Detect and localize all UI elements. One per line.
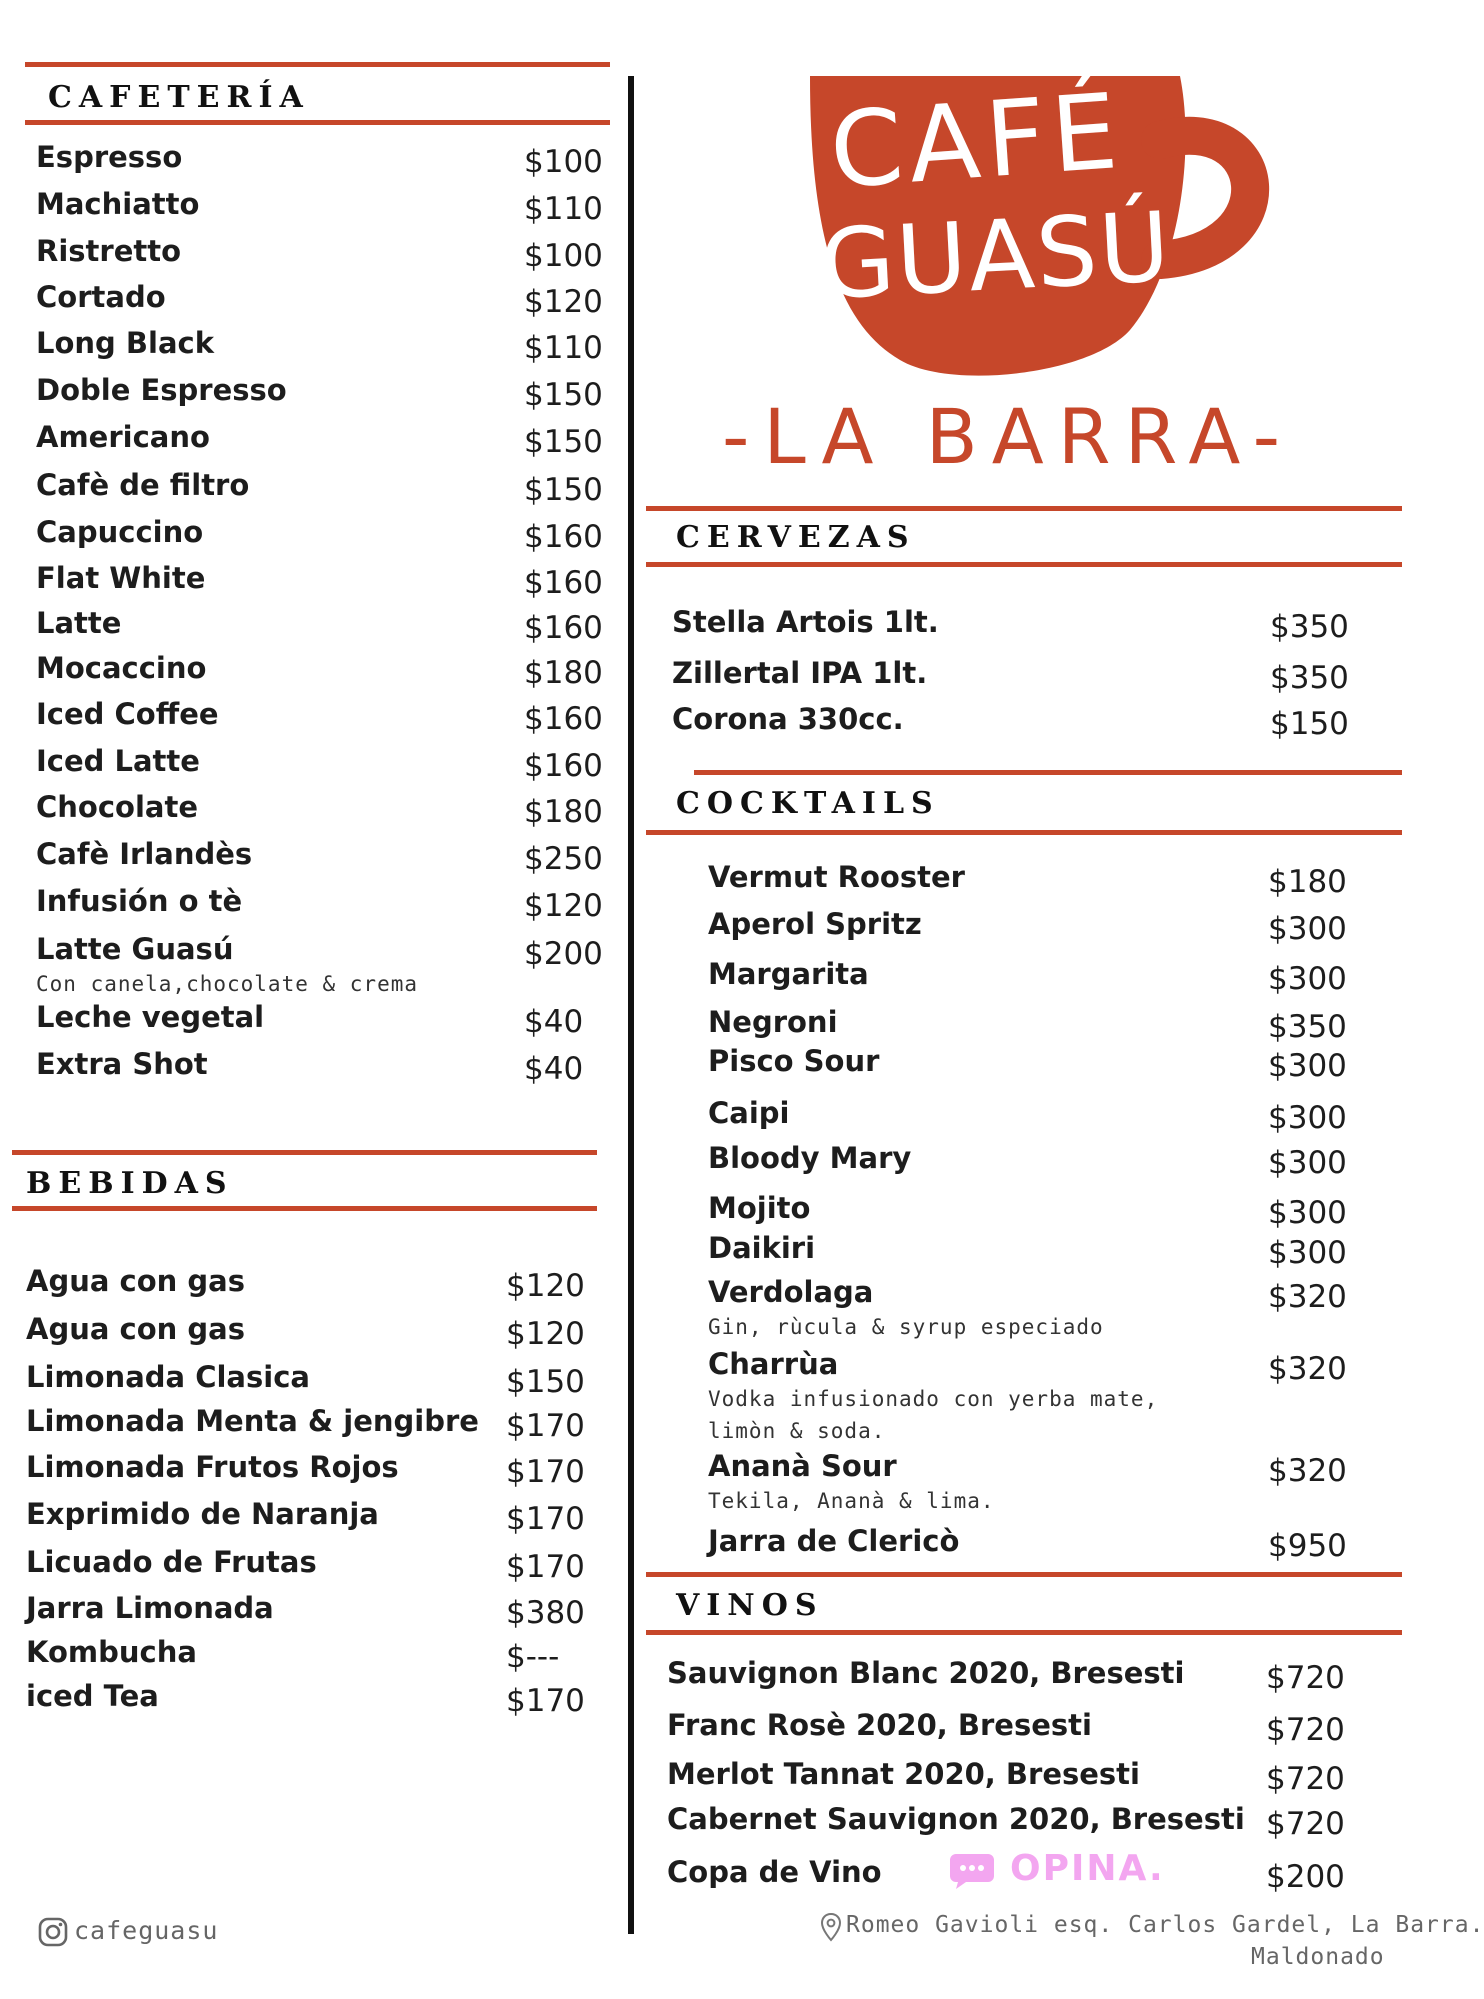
cocktails-item-price: $300	[1268, 1100, 1347, 1136]
cocktails-item-name: Charrùa	[708, 1347, 839, 1381]
cocktails-item-name: Caipi	[708, 1096, 790, 1130]
vinos-bottom-rule	[646, 1630, 1402, 1635]
cafeteria-bottom-rule	[25, 120, 610, 125]
bebidas-item-name: Kombucha	[26, 1635, 197, 1669]
cocktails-item-price: $300	[1268, 911, 1347, 947]
cafeteria-item-name: Machiatto	[36, 187, 200, 221]
cafeteria-item-price: $110	[524, 191, 603, 227]
cocktails-item-desc: Vodka infusionado con yerba mate,	[708, 1387, 1159, 1411]
bebidas-item-price: $170	[506, 1683, 585, 1719]
cafeteria-item-name: Cafè Irlandès	[36, 837, 253, 871]
bebidas-item-price: $120	[506, 1268, 585, 1304]
vinos-item-price: $720	[1266, 1660, 1345, 1696]
cafeteria-item-name: Extra Shot	[36, 1047, 208, 1081]
cafeteria-item-price: $100	[524, 238, 603, 274]
cafeteria-item-name: Iced Latte	[36, 744, 200, 778]
location-pin-icon	[820, 1912, 842, 1942]
cafeteria-item-price: $150	[524, 424, 603, 460]
vinos-item-name: Cabernet Sauvignon 2020, Bresesti	[667, 1802, 1245, 1836]
vinos-title: VINOS	[676, 1588, 824, 1623]
bebidas-item-name: Agua con gas	[26, 1312, 245, 1346]
cocktails-item-name: Margarita	[708, 957, 869, 991]
cafeteria-item-price: $180	[524, 655, 603, 691]
cafeteria-item-price: $160	[524, 565, 603, 601]
cocktails-item-name: Negroni	[708, 1005, 838, 1039]
cocktails-item-price: $350	[1268, 1009, 1347, 1045]
cocktails-item-name: Ananà Sour	[708, 1449, 897, 1483]
cafeteria-item-price: $160	[524, 519, 603, 555]
column-divider	[628, 76, 634, 1934]
cafeteria-item-name: Long Black	[36, 326, 214, 360]
cocktails-item-desc: limòn & soda.	[708, 1419, 886, 1443]
bebidas-item-name: Exprimido de Naranja	[26, 1497, 379, 1531]
cafeteria-item-name: Cafè de filtro	[36, 468, 250, 502]
bebidas-item-name: Limonada Frutos Rojos	[26, 1450, 399, 1484]
vinos-item-name: Sauvignon Blanc 2020, Bresesti	[667, 1656, 1185, 1690]
bebidas-item-name: Limonada Menta & jengibre	[26, 1404, 479, 1438]
cocktails-item-price: $320	[1268, 1279, 1347, 1315]
cervezas-item-price: $350	[1270, 609, 1349, 645]
vinos-item-price: $720	[1266, 1806, 1345, 1842]
bebidas-item-price: $170	[506, 1408, 585, 1444]
cafeteria-item-name: Espresso	[36, 140, 183, 174]
cafeteria-top-rule	[25, 62, 610, 67]
cafeteria-item-price: $200	[524, 936, 603, 972]
cocktails-item-desc: Tekila, Ananà & lima.	[708, 1489, 995, 1513]
bebidas-item-name: Limonada Clasica	[26, 1360, 310, 1394]
bebidas-item-name: Agua con gas	[26, 1264, 245, 1298]
vinos-item-name: Copa de Vino	[667, 1855, 882, 1889]
vinos-item-price: $200	[1266, 1859, 1345, 1895]
cocktails-item-price: $950	[1268, 1528, 1347, 1564]
cafeteria-item-price: $40	[524, 1051, 584, 1087]
cervezas-item-price: $350	[1270, 660, 1349, 696]
cafeteria-item-name: Americano	[36, 420, 210, 454]
logo-subtitle: -LA BARRA-	[722, 392, 1295, 481]
bebidas-item-price: $170	[506, 1501, 585, 1537]
bebidas-top-rule	[12, 1150, 597, 1155]
bebidas-item-price: $380	[506, 1595, 585, 1631]
bebidas-bottom-rule	[12, 1206, 597, 1211]
cocktails-item-price: $300	[1268, 1235, 1347, 1271]
bebidas-item-price: $120	[506, 1316, 585, 1352]
cafeteria-item-name: Infusión o tè	[36, 884, 243, 918]
cocktails-item-name: Aperol Spritz	[708, 907, 922, 941]
bebidas-item-price: $150	[506, 1364, 585, 1400]
cocktails-item-price: $300	[1268, 961, 1347, 997]
cocktails-item-price: $320	[1268, 1453, 1347, 1489]
cafeteria-item-price: $120	[524, 284, 603, 320]
cafeteria-item-name: Flat White	[36, 561, 206, 595]
cervezas-title: CERVEZAS	[676, 520, 916, 555]
cafeteria-item-price: $160	[524, 748, 603, 784]
chat-bubble-icon	[948, 1850, 996, 1890]
cervezas-top-rule	[646, 506, 1402, 511]
cocktails-item-price: $300	[1268, 1145, 1347, 1181]
cafe-guasu-logo	[800, 70, 1300, 400]
instagram-icon	[38, 1917, 68, 1947]
cafeteria-item-price: $40	[524, 1004, 584, 1040]
cocktails-item-name: Pisco Sour	[708, 1044, 880, 1078]
cafeteria-item-name: Leche vegetal	[36, 1000, 265, 1034]
cocktails-title: COCKTAILS	[676, 786, 940, 821]
address-line1: Romeo Gavioli esq. Carlos Gardel, La Barra.	[846, 1912, 1484, 1938]
cervezas-item-name: Stella Artois 1lt.	[672, 605, 939, 639]
cafeteria-item-price: $250	[524, 841, 603, 877]
cervezas-item-name: Zillertal IPA 1lt.	[672, 656, 928, 690]
cafeteria-item-desc: Con canela,chocolate & crema	[36, 972, 419, 996]
cafeteria-item-price: $160	[524, 701, 603, 737]
logo-line1: CAFÉ	[826, 69, 1128, 213]
cafeteria-item-price: $160	[524, 610, 603, 646]
bebidas-title: BEBIDAS	[26, 1166, 234, 1201]
cafeteria-item-price: $150	[524, 472, 603, 508]
opina-text: OPINA.	[1010, 1848, 1165, 1889]
cafeteria-item-name: Ristretto	[36, 234, 182, 268]
cafeteria-item-price: $150	[524, 377, 603, 413]
bebidas-item-name: iced Tea	[26, 1679, 159, 1713]
cocktails-item-name: Jarra de Clericò	[708, 1524, 960, 1558]
vinos-item-price: $720	[1266, 1761, 1345, 1797]
bebidas-item-price: $---	[506, 1639, 560, 1675]
cocktails-item-price: $320	[1268, 1351, 1347, 1387]
cafeteria-item-name: Chocolate	[36, 790, 199, 824]
vinos-top-rule	[646, 1572, 1402, 1577]
vinos-item-price: $720	[1266, 1712, 1345, 1748]
cervezas-item-name: Corona 330cc.	[672, 702, 904, 736]
logo-line2: GUASÚ	[817, 190, 1175, 322]
cafeteria-item-price: $180	[524, 794, 603, 830]
cafeteria-item-name: Iced Coffee	[36, 697, 219, 731]
cocktails-item-name: Verdolaga	[708, 1275, 874, 1309]
vinos-item-name: Merlot Tannat 2020, Bresesti	[667, 1757, 1140, 1791]
cafeteria-item-price: $120	[524, 888, 603, 924]
cafeteria-item-name: Latte Guasú	[36, 932, 234, 966]
cocktails-item-price: $180	[1268, 864, 1347, 900]
instagram-handle: cafeguasu	[74, 1916, 219, 1945]
bebidas-item-name: Licuado de Frutas	[26, 1545, 317, 1579]
cocktails-item-name: Mojito	[708, 1191, 811, 1225]
cafeteria-title: CAFETERÍA	[48, 80, 310, 115]
cafeteria-item-name: Cortado	[36, 280, 166, 314]
cervezas-bottom-rule	[646, 562, 1402, 567]
cafeteria-item-price: $110	[524, 330, 603, 366]
cocktails-item-name: Vermut Rooster	[708, 860, 965, 894]
bebidas-item-price: $170	[506, 1549, 585, 1585]
cocktails-bottom-rule	[646, 830, 1402, 835]
bebidas-item-name: Jarra Limonada	[26, 1591, 274, 1625]
vinos-item-name: Franc Rosè 2020, Bresesti	[667, 1708, 1092, 1742]
cocktails-top-rule	[694, 770, 1402, 775]
cafeteria-item-name: Capuccino	[36, 515, 204, 549]
cocktails-item-name: Daikiri	[708, 1231, 816, 1265]
cervezas-item-price: $150	[1270, 706, 1349, 742]
cocktails-item-price: $300	[1268, 1195, 1347, 1231]
cocktails-item-price: $300	[1268, 1048, 1347, 1084]
cocktails-item-desc: Gin, rùcula & syrup especiado	[708, 1315, 1104, 1339]
cafeteria-item-price: $100	[524, 144, 603, 180]
cafeteria-item-name: Doble Espresso	[36, 373, 287, 407]
cafeteria-item-name: Mocaccino	[36, 651, 207, 685]
cocktails-item-name: Bloody Mary	[708, 1141, 912, 1175]
cafeteria-item-name: Latte	[36, 606, 122, 640]
bebidas-item-price: $170	[506, 1454, 585, 1490]
address-line2: Maldonado	[1251, 1944, 1385, 1970]
